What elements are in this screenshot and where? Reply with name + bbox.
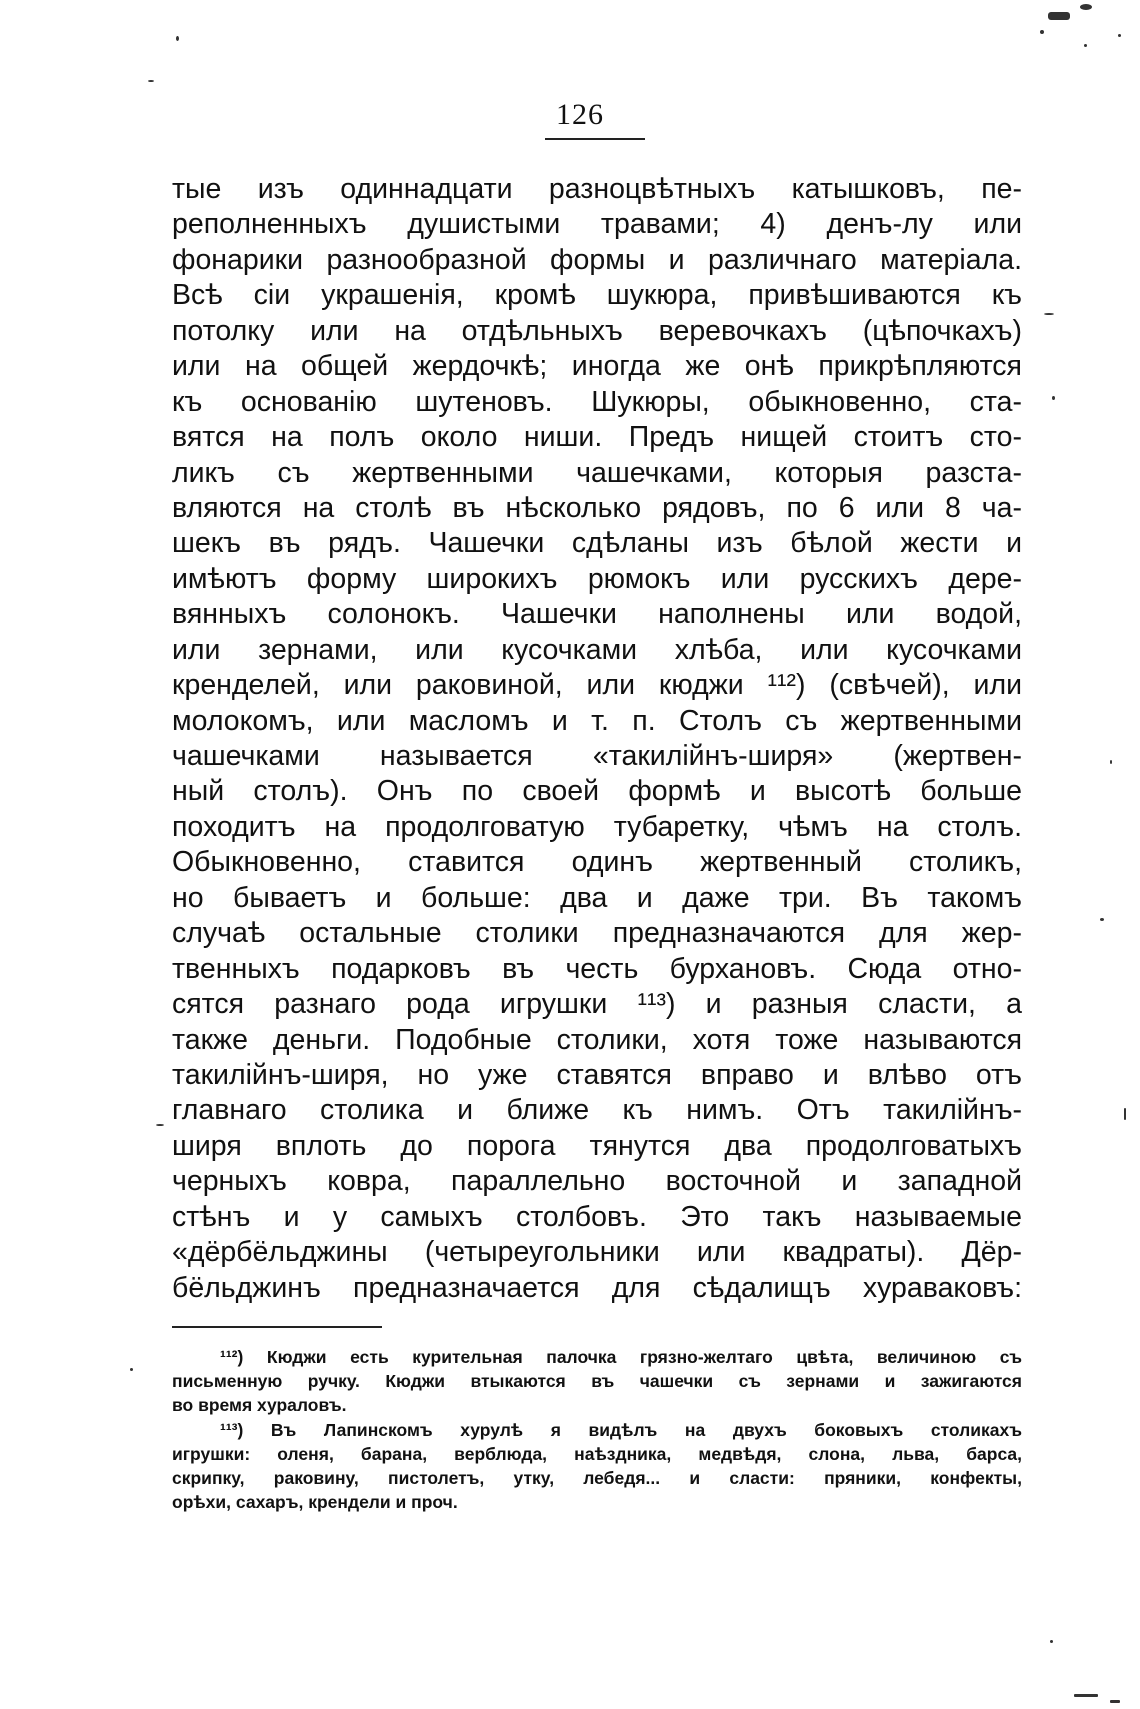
- page-number: 126: [556, 98, 604, 131]
- footnote-line: скрипку, раковину, пистолетъ, утку, лебедя... и сласти: пряники, конфекты,: [172, 1467, 1022, 1488]
- scan-speck: [1040, 30, 1044, 34]
- text-line: кренделей, или раковиной, или кюджи ¹¹²) (свѣчей), или: [172, 669, 1022, 702]
- footnote-line: игрушки: оленя, барана, верблюда, наѣздника, медвѣдя, слона, льва, барса,: [172, 1443, 1022, 1464]
- scan-speck: [156, 1124, 164, 1126]
- scan-speck: [148, 80, 154, 82]
- page-number-underline: [545, 138, 645, 140]
- text-line: фонарики разнообразной формы и различнаго матеріала.: [172, 243, 1022, 276]
- scan-speck: [1048, 12, 1070, 20]
- scan-speck: [130, 1368, 133, 1371]
- text-line: сятся разнаго рода игрушки ¹¹³) и разныя сласти, а: [172, 988, 1022, 1021]
- text-line: шекъ въ рядъ. Чашечки сдѣланы изъ бѣлой жести и: [172, 527, 1022, 560]
- scan-speck: [1084, 44, 1087, 47]
- text-line: походитъ на продолговатую тубаретку, чѣмъ на столъ.: [172, 810, 1022, 843]
- footnote-line: письменную ручку. Кюджи втыкаются въ чашечки съ зернами и зажигаются: [172, 1371, 1022, 1392]
- text-line: но бываетъ и больше: два и даже три. Въ такомъ: [172, 881, 1022, 914]
- footnote-line: орѣхи, сахаръ, крендели и проч.: [172, 1492, 458, 1513]
- text-line: вятся на полъ около ниши. Предъ нищей стоитъ сто-: [172, 421, 1022, 454]
- scan-speck: [1050, 1640, 1053, 1643]
- footnotes: [172, 1345, 1022, 1514]
- main-text: [172, 172, 1022, 1306]
- text-line: бёльджинъ предназначается для сѣдалищъ хураваковъ:: [172, 1271, 1022, 1304]
- scan-speck: [1100, 918, 1104, 921]
- text-line: или зернами, или кусочками хлѣба, или кусочками: [172, 633, 1022, 666]
- text-line: имѣютъ форму широкихъ рюмокъ или русскихъ дере-: [172, 562, 1022, 595]
- text-line: ликъ съ жертвенными чашечками, которыя разста-: [172, 456, 1022, 489]
- text-line: ный столъ). Онъ по своей формѣ и высотѣ больше: [172, 775, 1022, 808]
- footnote-separator: [172, 1326, 382, 1328]
- scan-speck: [1118, 34, 1121, 37]
- footnote-line: ¹¹³) Въ Лапинскомъ хурулѣ я видѣлъ на двухъ боковыхъ столикахъ: [220, 1419, 1022, 1440]
- text-line: или на общей жердочкѣ; иногда же онѣ прикрѣпляются: [172, 350, 1022, 383]
- text-line: также деньги. Подобные столики, хотя тоже называются: [172, 1023, 1022, 1056]
- text-line: Всѣ сіи украшенія, кромѣ шукюра, привѣшиваются къ: [172, 279, 1022, 312]
- scan-speck: [176, 36, 179, 41]
- text-line: «дёрбёльджины (четыреугольники или квадраты). Дёр-: [172, 1236, 1022, 1269]
- text-line: тые изъ одиннадцати разноцвѣтныхъ катышковъ, пе-: [172, 173, 1022, 205]
- text-line: стѣнъ и у самыхъ столбовъ. Это такъ называемые: [172, 1200, 1022, 1233]
- text-line: чашечками называется «такилійнъ-ширя» (жертвен-: [172, 740, 1022, 772]
- text-line: главнаго столика и ближе къ нимъ. Отъ такилійнъ-: [172, 1094, 1022, 1127]
- text-line: твенныхъ подарковъ въ честь бурхановъ. Сюда отно-: [172, 952, 1022, 985]
- scan-speck: [1052, 396, 1055, 400]
- footnote-line: во время хураловъ.: [172, 1395, 347, 1416]
- text-line: потолку или на отдѣльныхъ веревочкахъ (цѣпочкахъ): [172, 314, 1022, 347]
- text-line: къ основанію шутеновъ. Шукюры, обыкновенно, ста-: [172, 385, 1022, 418]
- text-line: молокомъ, или масломъ и т. п. Столъ съ жертвенными: [172, 704, 1022, 737]
- text-line: Обыкновенно, ставится одинъ жертвенный столикъ,: [172, 846, 1022, 879]
- scan-speck: [1080, 4, 1092, 10]
- scan-speck: [1074, 1694, 1098, 1697]
- text-line: случаѣ остальные столики предназначаются для жер-: [172, 917, 1022, 950]
- text-line: вляются на столѣ въ нѣсколько рядовъ, по 6 или 8 ча-: [172, 491, 1022, 524]
- text-line: черныхъ ковра, параллельно восточной и западной: [172, 1165, 1022, 1198]
- scan-speck: [1110, 1700, 1120, 1703]
- text-line: такилійнъ-ширя, но уже ставятся вправо и влѣво отъ: [172, 1058, 1022, 1091]
- text-line: вянныхъ солонокъ. Чашечки наполнены или водой,: [172, 598, 1022, 631]
- scan-speck: [1044, 313, 1054, 315]
- footnote-line: ¹¹²) Кюджи есть курительная палочка грязно-желтаго цвѣта, величиною съ: [220, 1347, 1022, 1367]
- text-line: реполненныхъ душистыми травами; 4) денъ-лу или: [172, 208, 1022, 241]
- scan-speck: [1110, 760, 1112, 764]
- scan-speck: [1124, 1108, 1126, 1120]
- text-line: ширя вплоть до порога тянутся два продолговатыхъ: [172, 1129, 1022, 1162]
